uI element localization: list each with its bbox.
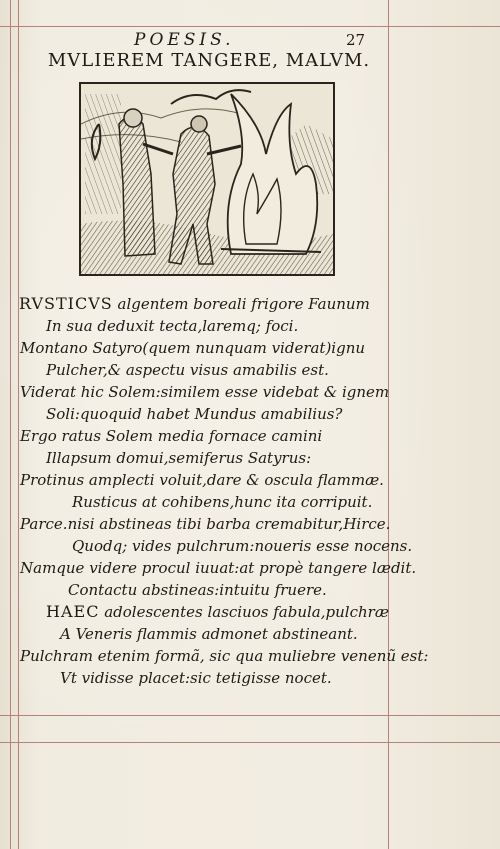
verse-line (46, 602, 389, 623)
verse-text: Montano Satyro(quem nunquam viderat)ignu (20, 339, 366, 357)
verse-text: Soli:quoquid habet Mundus amabilius? (46, 405, 343, 423)
verse-text: Quodq; vides pulchrum:noueris esse nocens. (72, 537, 413, 555)
verse-text: Protinus amplecti voluit,dare & oscula flammæ. (20, 471, 384, 489)
verse-line (72, 492, 372, 513)
verse-line (72, 536, 412, 557)
verse-line (20, 338, 365, 359)
verse-line (20, 514, 390, 535)
margin-rule-bottom (0, 715, 500, 716)
verse-text: Pulchram etenim formã, sic qua muliebre venenũ est: (20, 647, 429, 665)
verse-text: In sua deduxit tecta,laremq; foci. (46, 317, 299, 335)
verse-lead: RVSTICVS (19, 294, 113, 313)
verse-text: A Veneris flammis admonet abstineant. (60, 625, 358, 643)
margin-rule-right (388, 0, 389, 849)
verse-text: algentem boreali frigore Faunum (112, 295, 370, 313)
verse-line (46, 360, 329, 381)
verse-text: Pulcher,& aspectu visus amabilis est. (46, 361, 329, 379)
verse-line (19, 294, 370, 315)
verse-line (20, 646, 428, 667)
verse-text: Illapsum domui,semiferus Satyrus: (46, 449, 312, 467)
verse-line (20, 382, 389, 403)
verse-text: Ergo ratus Solem media fornace camini (20, 427, 323, 445)
verse-line (20, 470, 384, 491)
verse-text: Namque videre procul iuuat:at propè tangere lædit. (20, 559, 417, 577)
verse-text: Contactu abstineas:intuitu fruere. (68, 581, 327, 599)
verse-line (60, 668, 332, 689)
emblem-title: MVLIEREM TANGERE, MALVM. (47, 50, 371, 71)
verse-line (20, 558, 416, 579)
verse-line (20, 426, 322, 447)
verse-line (46, 316, 298, 337)
verse-lead: HAEC (46, 602, 100, 621)
verse-text: Rusticus at cohibens,hunc ita corripuit. (72, 493, 373, 511)
margin-rule-foot (0, 742, 500, 743)
margin-rule-top (0, 26, 500, 27)
margin-rule-inner (18, 0, 19, 849)
woodcut-illustration (79, 82, 335, 276)
page-number: 27 (346, 31, 366, 49)
margin-rule-left (10, 0, 11, 849)
verse-text: Viderat hic Solem:similem esse videbat & ignem (20, 383, 390, 401)
verse-line (60, 624, 358, 645)
verse-line (68, 580, 327, 601)
verse-text: Vt vidisse placet:sic tetigisse nocet. (60, 669, 332, 687)
woodcut-image (81, 84, 333, 274)
verse-text: adolescentes lasciuos fabula,pulchræ (99, 603, 389, 621)
running-title: POESIS. (134, 30, 235, 50)
page-header (0, 30, 500, 50)
verse-line (46, 404, 342, 425)
verse-line (46, 448, 311, 469)
verse-text: Parce.nisi abstineas tibi barba cremabitur,Hirce. (20, 515, 391, 533)
